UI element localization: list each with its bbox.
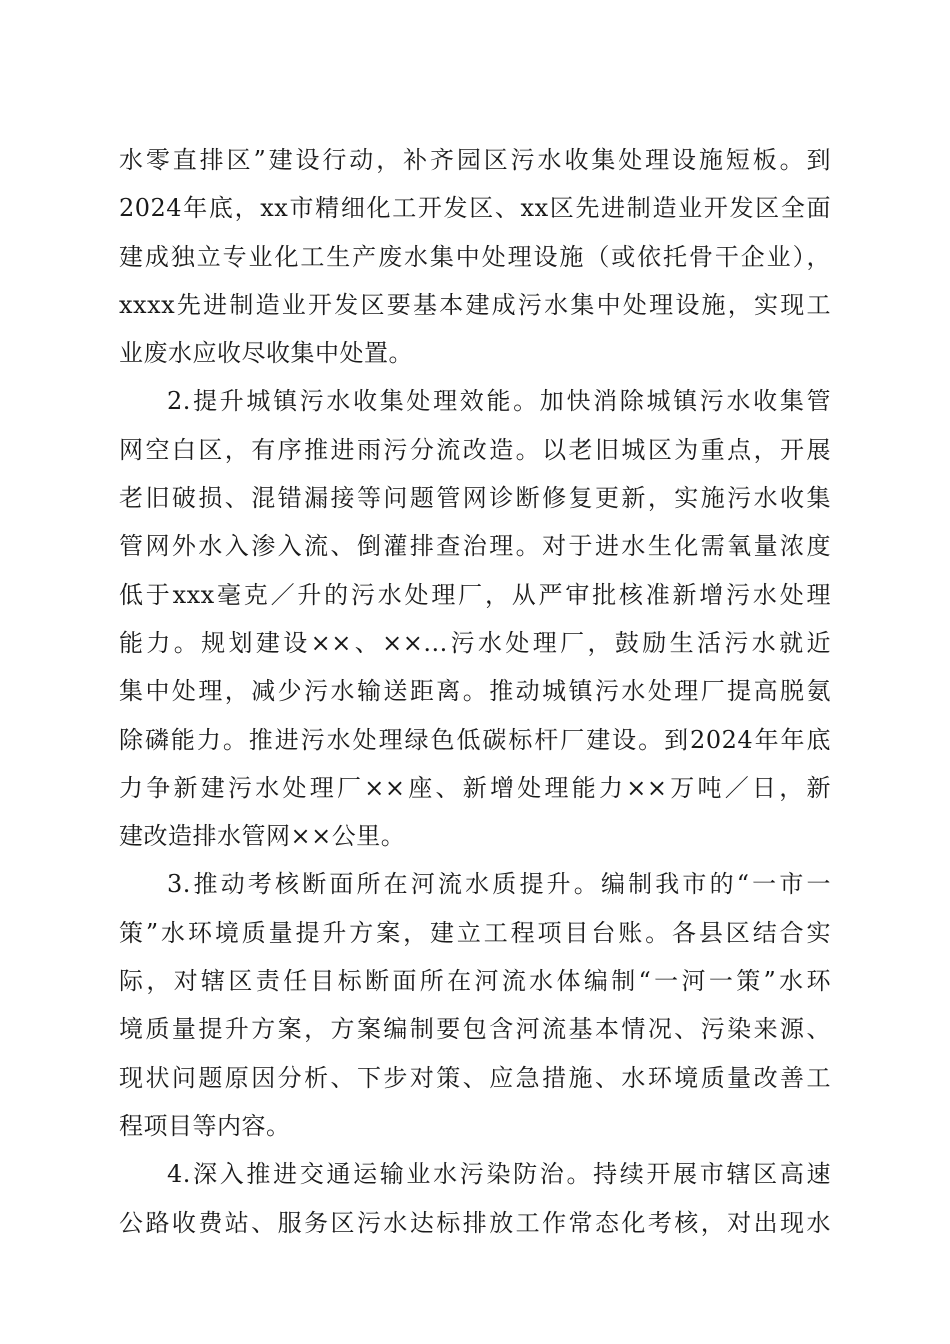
text-line: 能力。规划建设××、××...污水处理厂，鼓励生活污水就近 (119, 628, 831, 657)
text-line: 际，对辖区责任目标断面所在河流水体编制“一河一策”水环 (119, 967, 831, 996)
text-line: 管网外水入渗入流、倒灌排查治理。对于进水生化需氧量浓度 (119, 532, 831, 561)
text-line: 除磷能力。推进污水处理绿色低碳标杆厂建设。到2024年年底 (119, 725, 831, 754)
text-line: 老旧破损、混错漏接等问题管网诊断修复更新，实施污水收集 (119, 484, 831, 513)
text-line: 2024年底，xx市精细化工开发区、xx区先进制造业开发区全面 (119, 194, 831, 223)
text-line: 网空白区，有序推进雨污分流改造。以老旧城区为重点，开展 (119, 435, 831, 464)
paragraph-2-start: 2.提升城镇污水收集处理效能。加快消除城镇污水收集管 (167, 387, 831, 416)
text-line: 程项目等内容。 (119, 1111, 291, 1140)
text-line: 低于xxx毫克／升的污水处理厂，从严审批核准新增污水处理 (119, 580, 831, 609)
text-line: 建成独立专业化工生产废水集中处理设施（或依托骨干企业）， (119, 242, 831, 271)
document-page (119, 136, 831, 1247)
text-line: 建改造排水管网××公里。 (119, 822, 406, 851)
text-line: 现状问题原因分析、下步对策、应急措施、水环境质量改善工 (119, 1063, 831, 1092)
text-line: xxxx先进制造业开发区要基本建成污水集中处理设施，实现工 (119, 290, 831, 319)
text-line: 策”水环境质量提升方案，建立工程项目台账。各县区结合实 (119, 918, 831, 947)
text-line: 境质量提升方案，方案编制要包含河流基本情况、污染来源、 (119, 1015, 831, 1044)
text-line: 力争新建污水处理厂××座、新增处理能力××万吨／日，新 (119, 773, 831, 802)
text-line: 集中处理，减少污水输送距离。推动城镇污水处理厂提高脱氨 (119, 677, 831, 706)
text-line: 业废水应收尽收集中处置。 (119, 339, 413, 368)
paragraph-4-start: 4.深入推进交通运输业水污染防治。持续开展市辖区高速 (167, 1160, 831, 1189)
text-line: 水零直排区”建设行动，补齐园区污水收集处理设施短板。到 (119, 146, 831, 174)
text-line: 公路收费站、服务区污水达标排放工作常态化考核，对出现水 (119, 1208, 831, 1237)
paragraph-3-start: 3.推动考核断面所在河流水质提升。编制我市的“一市一 (167, 870, 831, 899)
